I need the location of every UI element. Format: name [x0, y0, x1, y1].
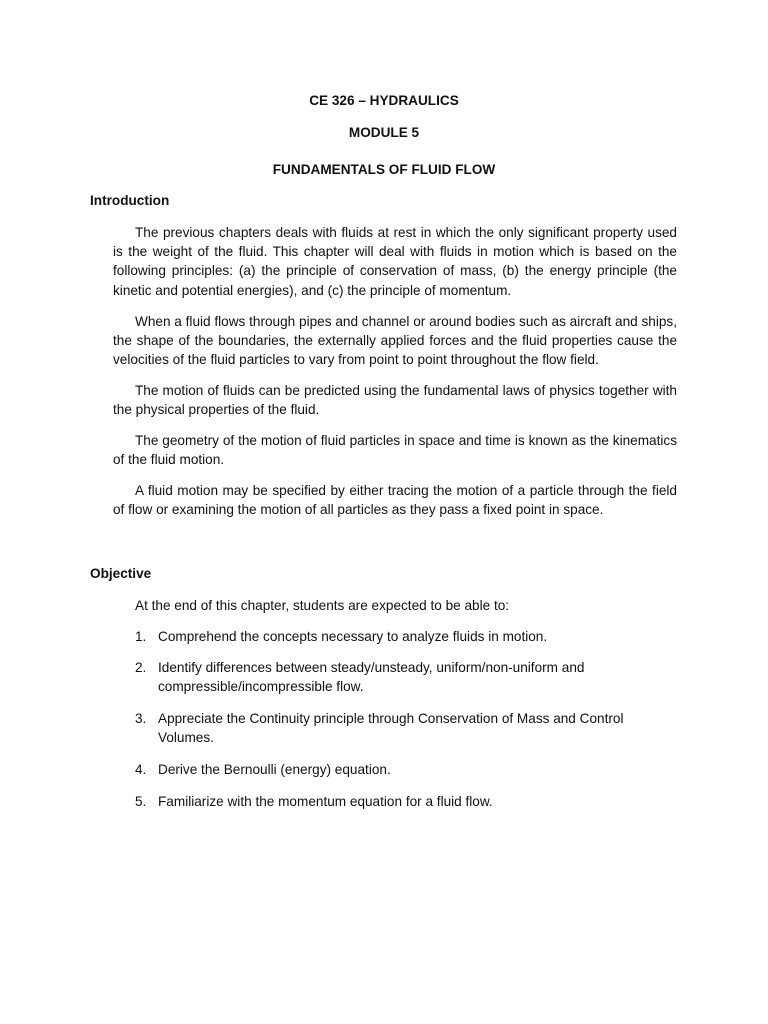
objective-item	[135, 760, 655, 779]
intro-paragraph: A fluid motion may be specified by either tracing the motion of a particle through the field of flow or examining the motion of all particles as they pass a fixed point in space.	[113, 483, 677, 518]
objective-lead: At the end of this chapter, students are expected to be able to:	[135, 598, 510, 613]
intro-paragraph: The previous chapters deals with fluids at rest in which the only significant property used is the weight of the fluid. This chapter will deal with fluids in motion which is based on the following principles: (a) the principle of conservation of mass, (b) the energy principle (the kinetic and potential energies), and (c) the principle of momentum.	[113, 225, 677, 298]
objective-number: 2.	[135, 660, 147, 675]
introduction-heading: Introduction	[90, 193, 170, 208]
intro-paragraph: The geometry of the motion of fluid particles in space and time is known as the kinematics of the fluid motion.	[113, 433, 677, 468]
course-title: CE 326 – HYDRAULICS	[309, 93, 459, 108]
objective-text: Appreciate the Continuity principle through Conservation of Mass and Control Volumes.	[158, 711, 624, 746]
objective-item	[135, 627, 655, 646]
objective-number: 5.	[135, 794, 147, 809]
objective-item	[135, 658, 655, 696]
objective-text: Identify differences between steady/unsteady, uniform/non-uniform and compressible/incompressible flow.	[158, 660, 585, 695]
objective-text: Derive the Bernoulli (energy) equation.	[158, 762, 391, 777]
intro-paragraph: When a fluid flows through pipes and channel or around bodies such as aircraft and ships, the shape of the boundaries, the externally applied forces and the fluid properties cause the velocities of the fluid particles to vary from point to point throughout the flow field.	[113, 314, 677, 368]
intro-paragraph: The motion of fluids can be predicted using the fundamental laws of physics together with the physical properties of the fluid.	[113, 383, 677, 418]
objective-text: Comprehend the concepts necessary to analyze fluids in motion.	[158, 629, 548, 644]
topic-title: FUNDAMENTALS OF FLUID FLOW	[272, 162, 496, 177]
objective-item	[135, 709, 655, 747]
objective-number: 4.	[135, 762, 147, 777]
objective-item	[135, 792, 655, 811]
module-title: MODULE 5	[348, 125, 420, 140]
objective-number: 1.	[135, 629, 147, 644]
objective-number: 3.	[135, 711, 147, 726]
objective-text: Familiarize with the momentum equation for a fluid flow.	[158, 794, 493, 809]
objective-heading: Objective	[90, 566, 152, 581]
